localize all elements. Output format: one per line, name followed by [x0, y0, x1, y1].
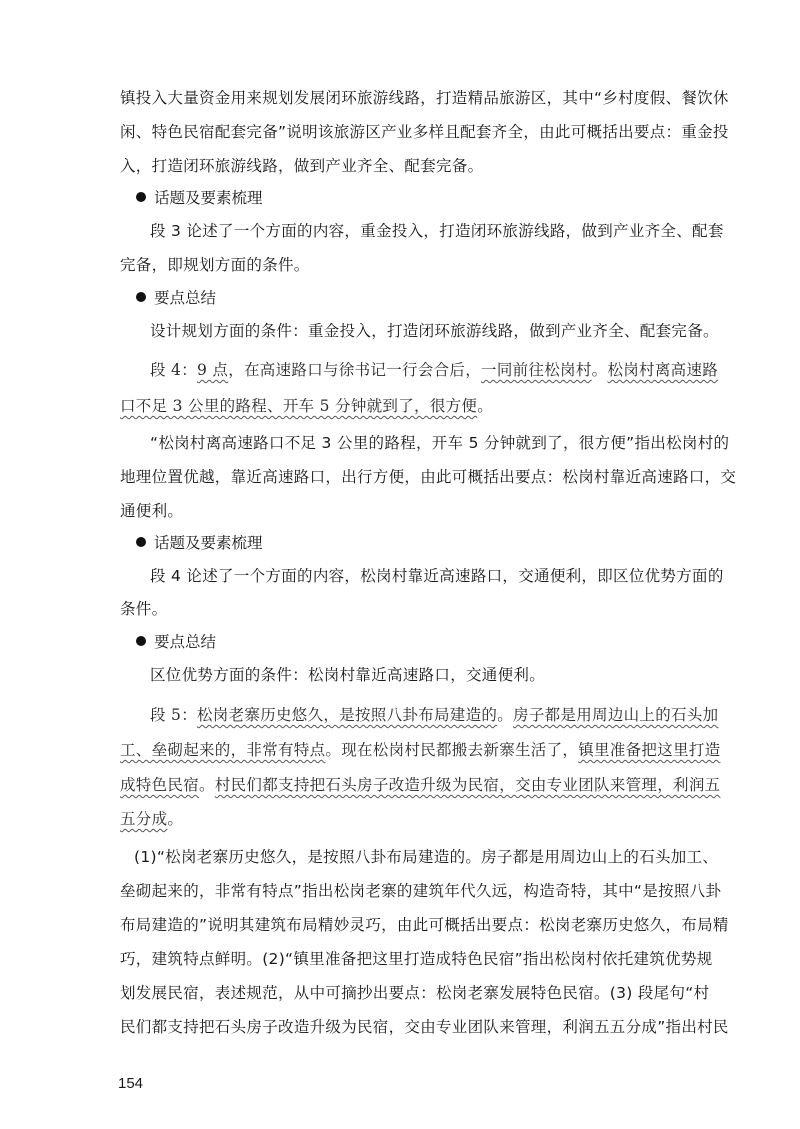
paragraph-line: 条件。 — [120, 600, 168, 618]
quoted-material-line: 工、垒砌起来的，非常有特点。现在松岗村民都搬去新寨生活了，镇里准备把这里打造 — [120, 741, 721, 759]
paragraph-line: 划发展民宿，表述规范，从中可摘抄出要点：松岗老寨发展特色民宿。(3) 段尾句“村 — [120, 984, 710, 1002]
quoted-material-line: 段 4：9 点，在高速路口与徐书记一行会合后，一同前往松岗村。松岗村离高速路 — [150, 361, 719, 379]
paragraph-line: 设计规划方面的条件：重金投入，打造闭环旅游线路，做到产业齐全、配套完备。 — [150, 322, 719, 340]
paragraph-line: “松岗村离高速路口不足 3 公里的路程，开车 5 分钟就到了，很方便”指出松岗村的 — [150, 434, 730, 452]
quoted-material-line: 成特色民宿。村民们都支持把石头房子改造升级为民宿，交由专业团队来管理，利润五 — [120, 776, 721, 794]
paragraph-line: 布局建造的”说明其建筑布局精妙灵巧，由此可概括出要点：松岗老寨历史悠久，布局精 — [120, 916, 729, 934]
paragraph-line: 垒砌起来的，非常有特点”指出松岗老寨的建筑年代久远，构造奇特，其中“是按照八卦 — [120, 882, 722, 900]
paragraph-line: 民们都支持把石头房子改造升级为民宿，交由专业团队来管理，利润五五分成”指出村民 — [120, 1018, 729, 1036]
paragraph-line: 区位优势方面的条件：松岗村靠近高速路口，交通便利。 — [150, 666, 546, 684]
paragraph-line: 段 4 论述了一个方面的内容，松岗村靠近高速路口，交通便利，即区位优势方面的 — [150, 567, 724, 585]
paragraph-line: 闲、特色民宿配套完备”说明该旅游区产业多样且配套齐全，由此可概括出要点：重金投 — [120, 123, 729, 141]
bullet-icon — [136, 192, 146, 202]
paragraph-line: (1)“松岗老寨历史悠久，是按照八卦布局建造的。房子都是用周边山上的石头加工、 — [134, 848, 719, 866]
paragraph-line: 巧，建筑特点鲜明。(2)“镇里准备把这里打造成特色民宿”指出松岗村依托建筑优势规 — [120, 950, 713, 968]
page-number: 154 — [118, 1075, 144, 1092]
paragraph-line: 镇投入大量资金用来规划发展闭环旅游线路，打造精品旅游区，其中“乡村度假、餐饮休 — [120, 89, 729, 107]
paragraph-line: 段 3 论述了一个方面的内容，重金投入，打造闭环旅游线路，做到产业齐全、配套 — [150, 222, 724, 240]
paragraph-line: 完备，即规划方面的条件。 — [120, 256, 310, 274]
bullet-icon — [136, 636, 146, 646]
quoted-material-line: 口不足 3 公里的路程、开车 5 分钟就到了，很方便。 — [120, 397, 494, 415]
paragraph-line: 入，打造闭环旅游线路，做到产业齐全、配套完备。 — [120, 157, 484, 175]
paragraph-line: 地理位置优越，靠近高速路口，出行方便，由此可概括出要点：松岗村靠近高速路口，交 — [120, 468, 737, 486]
quoted-material-line: 段 5：松岗老寨历史悠久，是按照八卦布局建造的。房子都是用周边山上的石头加 — [150, 706, 719, 724]
section-heading: 话题及要素梳理 — [136, 532, 263, 554]
section-heading: 要点总结 — [136, 631, 216, 653]
section-heading: 要点总结 — [136, 287, 216, 309]
bullet-icon — [136, 537, 146, 547]
paragraph-line: 通便利。 — [120, 502, 184, 520]
section-heading: 话题及要素梳理 — [136, 187, 263, 209]
quoted-material-line: 五分成。 — [120, 810, 184, 828]
bullet-icon — [136, 292, 146, 302]
